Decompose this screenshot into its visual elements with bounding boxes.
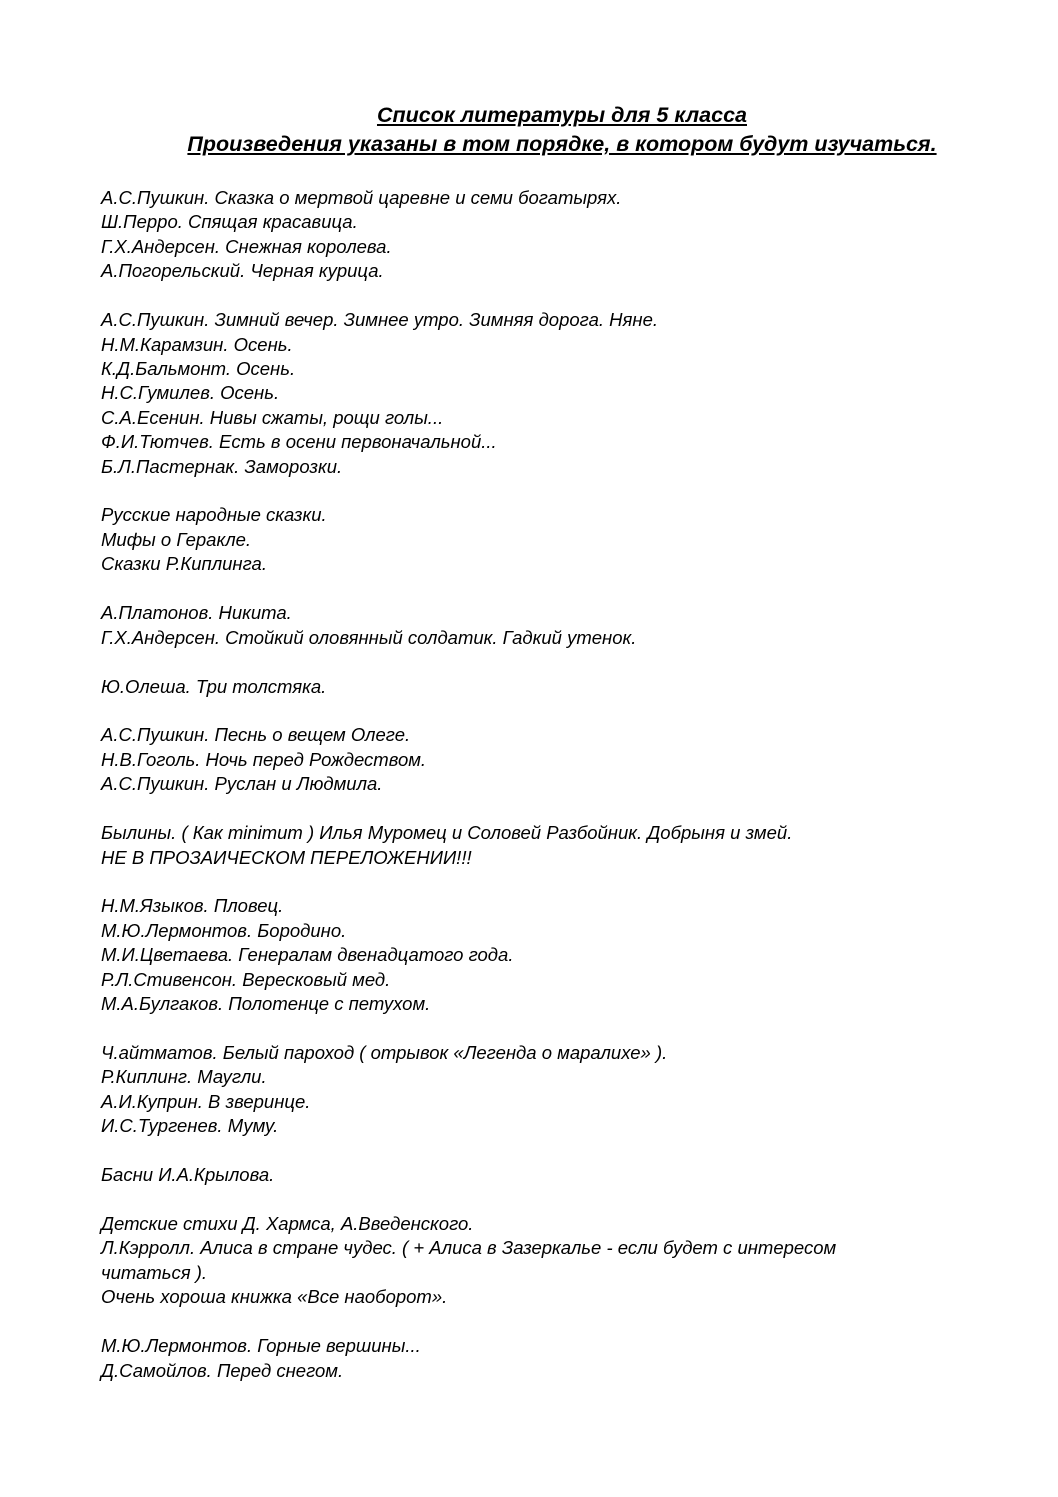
list-item: читаться ). [101,1261,208,1283]
list-item: А.Погорельский. Черная курица. [101,260,384,282]
list-group [101,894,1001,1016]
list-item: И.С.Тургенев. Муму. [101,1115,279,1137]
list-group [101,503,1001,576]
list-item: М.Ю.Лермонтов. Бородино. [101,919,347,941]
list-item: Ш.Перро. Спящая красавица. [101,211,358,233]
list-group [101,308,1001,479]
list-item: Р.Киплинг. Маугли. [101,1066,267,1088]
list-item: Д.Самойлов. Перед снегом. [101,1359,344,1381]
list-group [101,186,1001,284]
list-item: А.С.Пушкин. Зимний вечер. Зимнее утро. Зимняя дорога. Няне. [101,309,659,331]
list-item: М.Ю.Лермонтов. Горные вершины... [101,1335,421,1357]
list-item: Г.Х.Андерсен. Стойкий оловянный солдатик. Гадкий утенок. [101,626,637,648]
reading-list [101,186,1001,1407]
title-line-2: Произведения указаны в том порядке, в котором будут изучаться. [187,132,937,156]
list-item: Л.Кэрролл. Алиса в стране чудес. ( + Алиса в Зазеркалье - если будет с интересом [101,1237,837,1259]
list-item: А.С.Пушкин. Сказка о мертвой царевне и семи богатырях. [101,187,622,208]
list-item: А.С.Пушкин. Песнь о вещем Олеге. [101,724,411,746]
list-item: Н.С.Гумилев. Осень. [101,382,280,404]
list-item: А.Платонов. Никита. [101,602,292,624]
list-item: Ч.айтматов. Белый пароход ( отрывок «Легенда о маралихе» ). [101,1041,668,1063]
list-item: Очень хороша книжка «Все наоборот». [101,1286,448,1308]
list-item: Русские народные сказки. [101,504,327,526]
list-group [101,601,1001,650]
list-item: Н.В.Гоголь. Ночь перед Рождеством. [101,748,427,770]
list-item: А.И.Куприн. В зверинце. [101,1090,311,1112]
list-item: Р.Л.Стивенсон. Вересковый мед. [101,968,391,990]
list-item: Г.Х.Андерсен. Снежная королева. [101,235,392,257]
list-group [101,821,1001,870]
list-item: Б.Л.Пастернак. Заморозки. [101,455,343,477]
list-item: С.А.Есенин. Нивы сжаты, рощи голы... [101,406,444,428]
list-item: М.И.Цветаева. Генералам двенадцатого года. [101,944,514,966]
list-group [101,1212,1001,1310]
list-item: Н.М.Карамзин. Осень. [101,333,293,355]
list-group [101,723,1001,796]
list-item: К.Д.Бальмонт. Осень. [101,357,296,379]
list-item: Басни И.А.Крылова. [101,1164,275,1186]
list-group [101,1163,1001,1187]
list-item: М.А.Булгаков. Полотенце с петухом. [101,993,431,1015]
list-item: Ю.Олеша. Три толстяка. [101,675,327,697]
document-title [0,101,1058,159]
title-line-1: Список литературы для 5 класса [376,103,747,127]
list-item: Мифы о Геракле. [101,528,252,550]
list-item: Н.М.Языков. Пловец. [101,895,284,917]
list-item: НЕ В ПРОЗАИЧЕСКОМ ПЕРЕЛОЖЕНИИ!!! [101,846,472,868]
list-item: Ф.И.Тютчев. Есть в осени первоначальной... [101,431,497,453]
list-item: Былины. ( Как minimum ) Илья Муромец и Соловей Разбойник. Добрыня и змей. [101,822,793,844]
list-item: А.С.Пушкин. Руслан и Людмила. [101,773,383,795]
list-item: Сказки Р.Киплинга. [101,553,267,575]
list-group [101,1334,1001,1383]
list-item: Детские стихи Д. Хармса, А.Введенского. [101,1213,474,1234]
list-group [101,675,1001,699]
list-group [101,1041,1001,1139]
